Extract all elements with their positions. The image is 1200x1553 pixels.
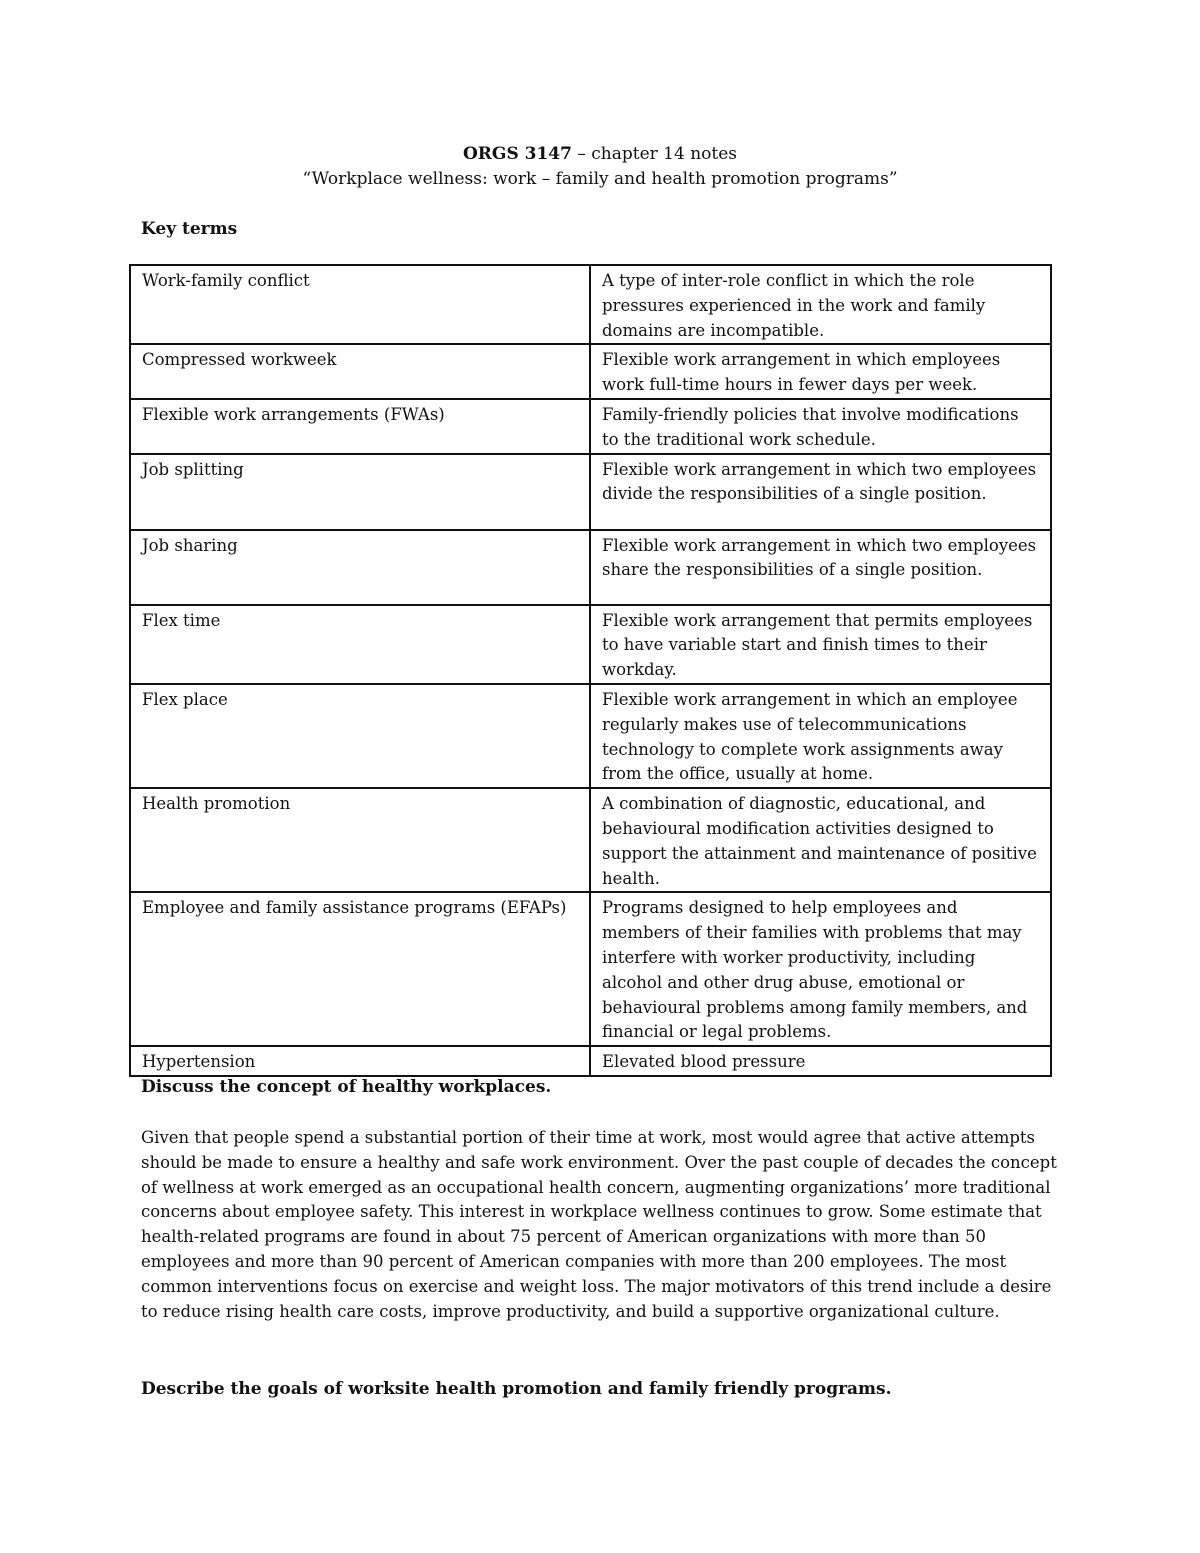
table-row xyxy=(130,399,1051,454)
table-row xyxy=(130,684,1051,788)
healthy-workplaces-heading: Discuss the concept of healthy workplaces. xyxy=(141,1077,552,1097)
table-row xyxy=(130,605,1051,684)
healthy-workplaces-paragraph: Given that people spend a substantial portion of their time at work, most would agree that active attempts should be made to ensure a healthy and safe work environment. Over the past couple of decades the concept of wellness at work emerged as an occupational health concern, augmenting organizations’ more traditional concerns about employee safety. This interest in workplace wellness continues to grow. Some estimate that health-related programs are found in about 75 percent of American organizations with more than 50 employees and more than 90 percent of American companies with more than 200 employees. The most common interventions focus on exercise and weight loss. The major motivators of this trend include a desire to reduce rising health care costs, improve productivity, and build a supportive organizational culture. xyxy=(141,1128,1057,1321)
term-cell: Job splitting xyxy=(130,454,590,530)
table-row xyxy=(130,1046,1051,1076)
definition-cell: Flexible work arrangement in which employees work full-time hours in fewer days per week. xyxy=(590,344,1051,399)
table-row xyxy=(130,454,1051,530)
table-row xyxy=(130,892,1051,1046)
table-row xyxy=(130,344,1051,399)
definition-cell: Programs designed to help employees and members of their families with problems that may interfere with worker productivity, including alcohol and other drug abuse, emotional or behavioural problems among family members, and financial or legal problems. xyxy=(590,892,1051,1046)
document-title-block xyxy=(0,142,1200,192)
term-cell: Compressed workweek xyxy=(130,344,590,399)
goals-heading: Describe the goals of worksite health promotion and family friendly programs. xyxy=(141,1379,892,1399)
term-cell: Hypertension xyxy=(130,1046,590,1076)
definition-cell: Flexible work arrangement in which two employees share the responsibilities of a single position. xyxy=(590,530,1051,605)
course-code: ORGS 3147 xyxy=(462,144,572,164)
term-cell: Job sharing xyxy=(130,530,590,605)
definition-cell: A type of inter-role conflict in which the role pressures experienced in the work and family domains are incompatible. xyxy=(590,265,1051,344)
document-title xyxy=(0,142,1200,167)
term-cell: Flex time xyxy=(130,605,590,684)
definition-cell: Flexible work arrangement in which two employees divide the responsibilities of a single position. xyxy=(590,454,1051,530)
definition-cell: Flexible work arrangement in which an employee regularly makes use of telecommunications technology to complete work assignments away from the office, usually at home. xyxy=(590,684,1051,788)
definition-cell: Elevated blood pressure xyxy=(590,1046,1051,1076)
term-cell: Flex place xyxy=(130,684,590,788)
definition-cell: Family-friendly policies that involve modifications to the traditional work schedule. xyxy=(590,399,1051,454)
term-cell: Work-family conflict xyxy=(130,265,590,344)
document-subtitle: “Workplace wellness: work – family and health promotion programs” xyxy=(302,169,898,189)
definition-cell: A combination of diagnostic, educational, and behavioural modification activities designed to support the attainment and maintenance of positive health. xyxy=(590,788,1051,892)
term-cell: Health promotion xyxy=(130,788,590,892)
key-terms-heading: Key terms xyxy=(141,219,238,239)
key-terms-table xyxy=(129,264,1052,1077)
table-row xyxy=(130,788,1051,892)
title-suffix: – chapter 14 notes xyxy=(571,144,738,164)
table-row xyxy=(130,530,1051,605)
definition-cell: Flexible work arrangement that permits employees to have variable start and finish times to their workday. xyxy=(590,605,1051,684)
table-row xyxy=(130,265,1051,344)
term-cell: Flexible work arrangements (FWAs) xyxy=(130,399,590,454)
term-cell: Employee and family assistance programs (EFAPs) xyxy=(130,892,590,1046)
